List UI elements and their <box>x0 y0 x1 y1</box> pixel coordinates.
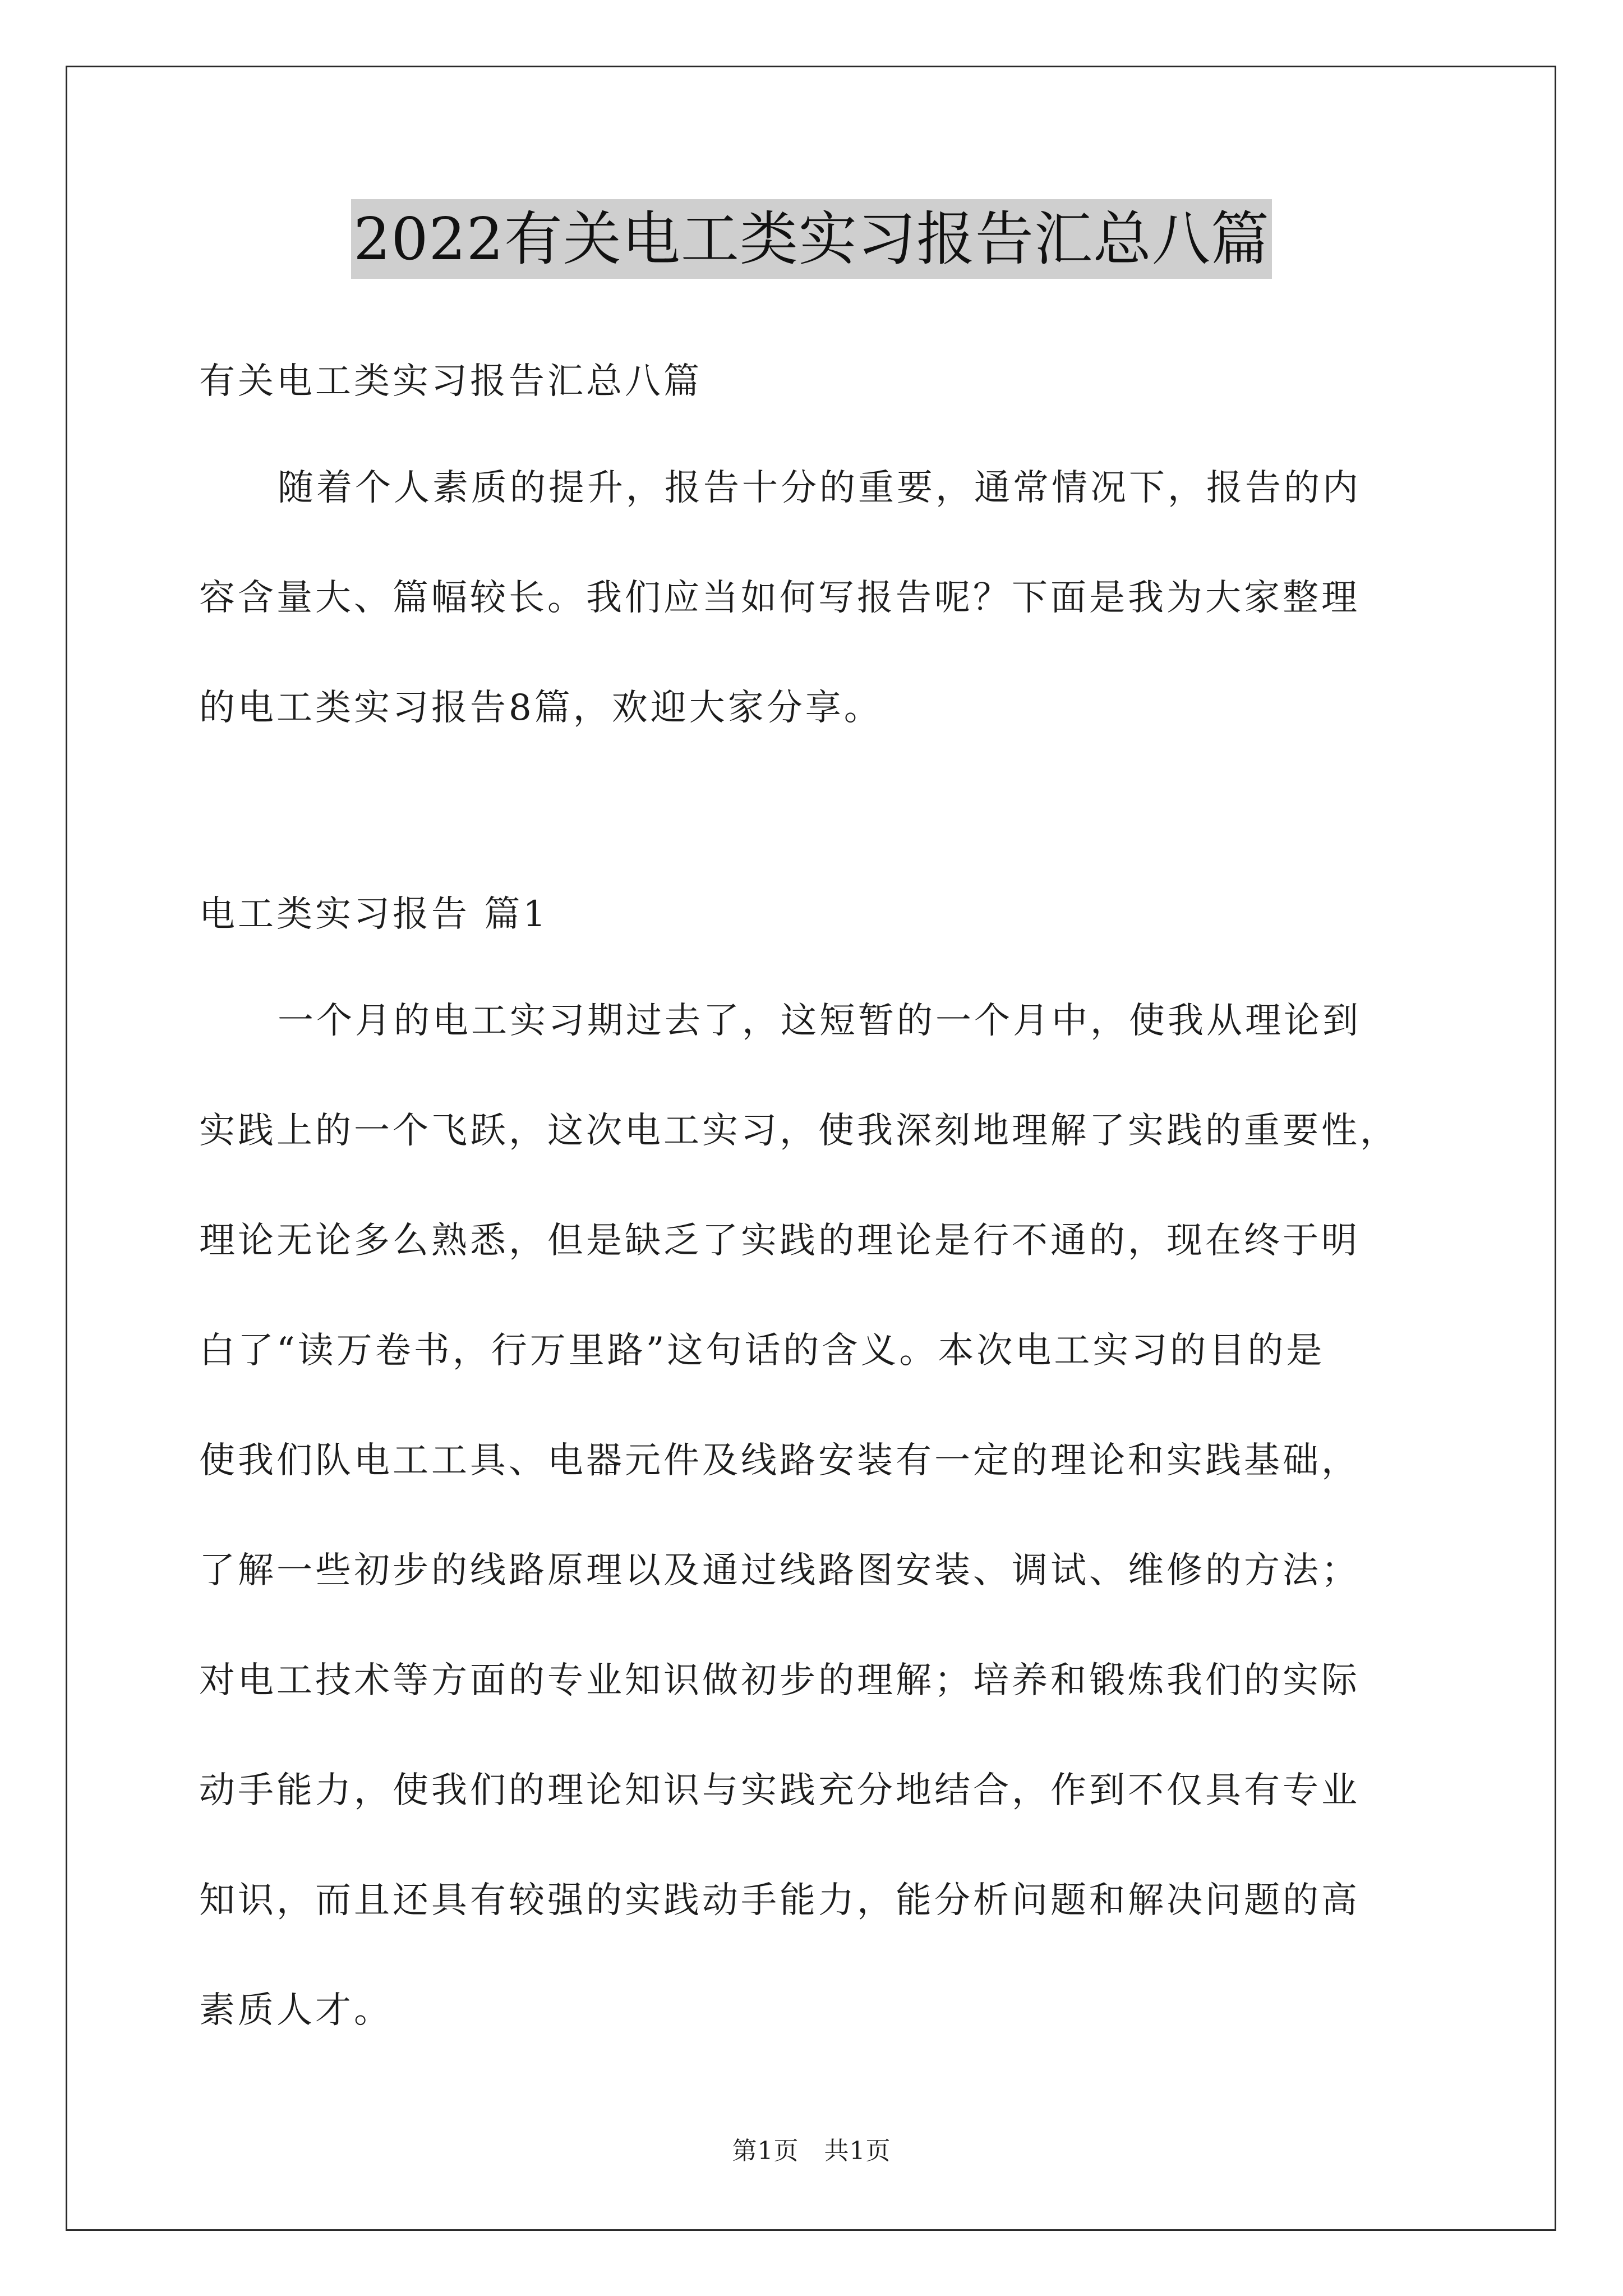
document-subtitle-block <box>199 353 1438 463</box>
intro-line: 随着个人素质的提升，报告十分的重要，通常情况下，报告的内 <box>278 467 1361 509</box>
title-container <box>0 199 1623 279</box>
section-line: 了解一些初步的线路原理以及通过线路图安装、调试、维修的方法； <box>199 1550 1360 1591</box>
section-line: 使我们队电工工具、电器元件及线路安装有一定的理论和实践基础， <box>199 1440 1360 1481</box>
section-line: 一个月的电工实习期过去了，这短暂的一个月中，使我从理论到 <box>278 1000 1361 1042</box>
section-heading-block <box>199 886 1438 996</box>
page-number: 第1页 共1页 <box>732 2137 891 2165</box>
document-subtitle: 有关电工类实习报告汇总八篇 <box>199 361 702 402</box>
section-line: 白了“读万卷书，行万里路”这句话的含义。本次电工实习的目的是 <box>199 1330 1325 1372</box>
document-title: 2022有关电工类实习报告汇总八篇 <box>351 199 1272 279</box>
section-line: 对电工技术等方面的专业知识做初步的理解；培养和锻炼我们的实际 <box>199 1660 1360 1701</box>
section-line: 知识，而且还具有较强的实践动手能力，能分析问题和解决问题的高 <box>199 1880 1360 1921</box>
intro-paragraph <box>199 460 1438 790</box>
section-line: 实践上的一个飞跃，这次电工实习，使我深刻地理解了实践的重要性， <box>199 1110 1399 1152</box>
page-footer <box>0 2131 1623 2166</box>
intro-line: 的电工类实习报告8篇，欢迎大家分享。 <box>199 687 883 729</box>
section-line: 素质人才。 <box>199 1990 393 2031</box>
section-line: 理论无论多么熟悉，但是缺乏了实践的理论是行不通的，现在终于明 <box>199 1220 1360 1262</box>
section-line: 动手能力，使我们的理论知识与实践充分地结合，作到不仅具有专业 <box>199 1770 1360 1811</box>
intro-line: 容含量大、篇幅较长。我们应当如何写报告呢？下面是我为大家整理 <box>199 577 1360 619</box>
section-paragraph <box>199 993 1438 2092</box>
section-heading: 电工类实习报告 篇1 <box>199 894 549 935</box>
